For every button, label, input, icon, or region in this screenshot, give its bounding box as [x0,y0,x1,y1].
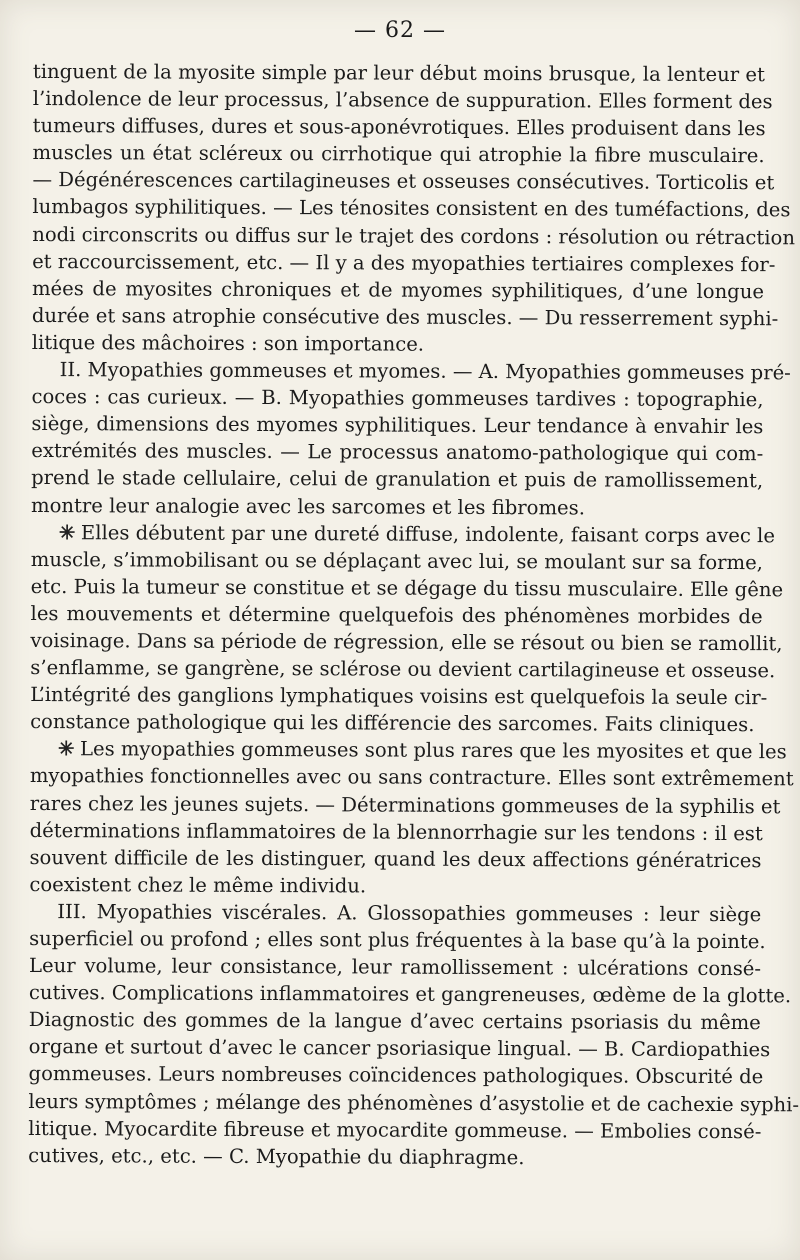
text-line: superficiel ou profond ; elles sont plus fréquentes à la base qu’à la pointe. [29,926,766,954]
text-line: — Dégénérescences cartilagineuses et osseuses consécutives. Torticolis et [32,168,775,195]
asterisk-mark-icon: ✳ [58,520,76,544]
page-number: — 62 — [354,18,446,43]
text-line: tumeurs diffuses, dures et sous-aponévrotiques. Elles produisent dans les [32,114,766,141]
text-line: tinguent de la myosite simple par leur début moins brusque, la lenteur et [32,59,765,87]
text-line: litique des mâchoires : son importance. [31,330,425,356]
text-line: montre leur analogie avec les sarcomes et les fibromes. [30,493,586,519]
body-text [28,58,800,1172]
section-heading-line: III. Myopathies viscérales. A. Glossopathies gommeuses : leur siège [57,900,762,927]
text-line: Les myopathies gommeuses sont plus rares que les myosites et que les [79,737,787,764]
text-line: cutives. Complications inflammatoires et gangreneuses, œdème de la glotte. [28,981,792,1008]
text-line: muscle, s’immobilisant ou se déplaçant avec lui, se moulant sur sa forme, [30,547,763,574]
text-line: mées de myosites chroniques et de myomes syphilitiques, d’une longue [31,276,765,303]
text-line: litique. Myocardite fibreuse et myocardite gommeuse. — Embolies consé- [28,1116,762,1143]
text-line: les mouvements et détermine quelquefois des phénomènes morbides de [30,601,763,629]
text-line: coexistent chez le même individu. [29,872,367,898]
text-line: déterminations inflammatoires de la blennorrhagie sur les tendons : il est [29,818,763,845]
text-line: siège, dimensions des myomes syphilitiques. Leur tendance à envahir les [31,412,764,439]
text-line: prend le stade cellulaire, celui de granulation et puis de ramollissement, [31,466,764,493]
asterisk-mark-icon: ✳ [57,737,75,761]
section-heading-line: II. Myopathies gommeuses et myomes. — A. Myopathies gommeuses pré- [59,358,791,385]
text-line: l’indolence de leur processus, l’absence de suppuration. Elles forment des [32,87,773,114]
text-line: gommeuses. Leurs nombreuses coïncidences pathologiques. Obscurité de [28,1062,764,1089]
text-line: cutives, etc., etc. — C. Myopathie du diaphragme. [28,1143,525,1169]
text-line: s’enflamme, se gangrène, se sclérose ou devient cartilagineuse et osseuse. [30,656,776,683]
starred-paragraph-line [31,519,776,549]
text-line: Leur volume, leur consistance, leur ramollissement : ulcérations consé- [28,954,762,981]
text-line: Elles débutent par une dureté diffuse, indolente, faisant corps avec le [80,520,776,547]
text-line: durée et sans atrophie consécutive des muscles. — Du resserrement syphi- [31,303,779,331]
text-line: voisinage. Dans sa période de régression, elle se résout ou bien se ramollit, [30,628,783,656]
text-line: souvent difficile de les distinguer, quand les deux affections génératrices [29,845,762,872]
text-line: organe et surtout d’avec le cancer psoriasique lingual. — B. Cardiopathies [28,1035,771,1062]
text-line: muscles un état scléreux ou cirrhotique qui atrophie la fibre musculaire. [32,141,765,168]
text-line: L’intégrité des ganglions lymphatiques voisins est quelquefois la seule cir- [30,683,768,710]
starred-paragraph-line [30,735,787,765]
text-line: etc. Puis la tumeur se constitue et se dégage du tissu musculaire. Elle gêne [30,574,784,602]
text-line: constance pathologique qui les différencie des sarcomes. Faits cliniques. [30,710,755,737]
text-line: et raccourcissement, etc. — Il y a des myopathies tertiaires complexes for- [32,249,776,276]
text-line: myopathies fonctionnelles avec ou sans contracture. Elles sont extrêmement [29,764,794,791]
text-line: coces : cas curieux. — B. Myopathies gommeuses tardives : topographie, [31,385,764,412]
text-line: lumbagos syphilitiques. — Les ténosites consistent en des tuméfactions, des [32,195,791,222]
text-line: nodi circonscrits ou diffus sur le trajet des cordons : résolution ou rétraction [32,222,796,249]
text-line: extrémités des muscles. — Le processus anatomo-pathologique qui com- [31,439,764,466]
text-line: leurs symptômes ; mélange des phénomènes d’asystolie et de cachexie syphi- [28,1089,800,1116]
text-line: rares chez les jeunes sujets. — Déterminations gommeuses de la syphilis et [29,791,781,818]
text-line: Diagnostic des gommes de la langue d’avec certains psoriasis du même [28,1008,761,1035]
